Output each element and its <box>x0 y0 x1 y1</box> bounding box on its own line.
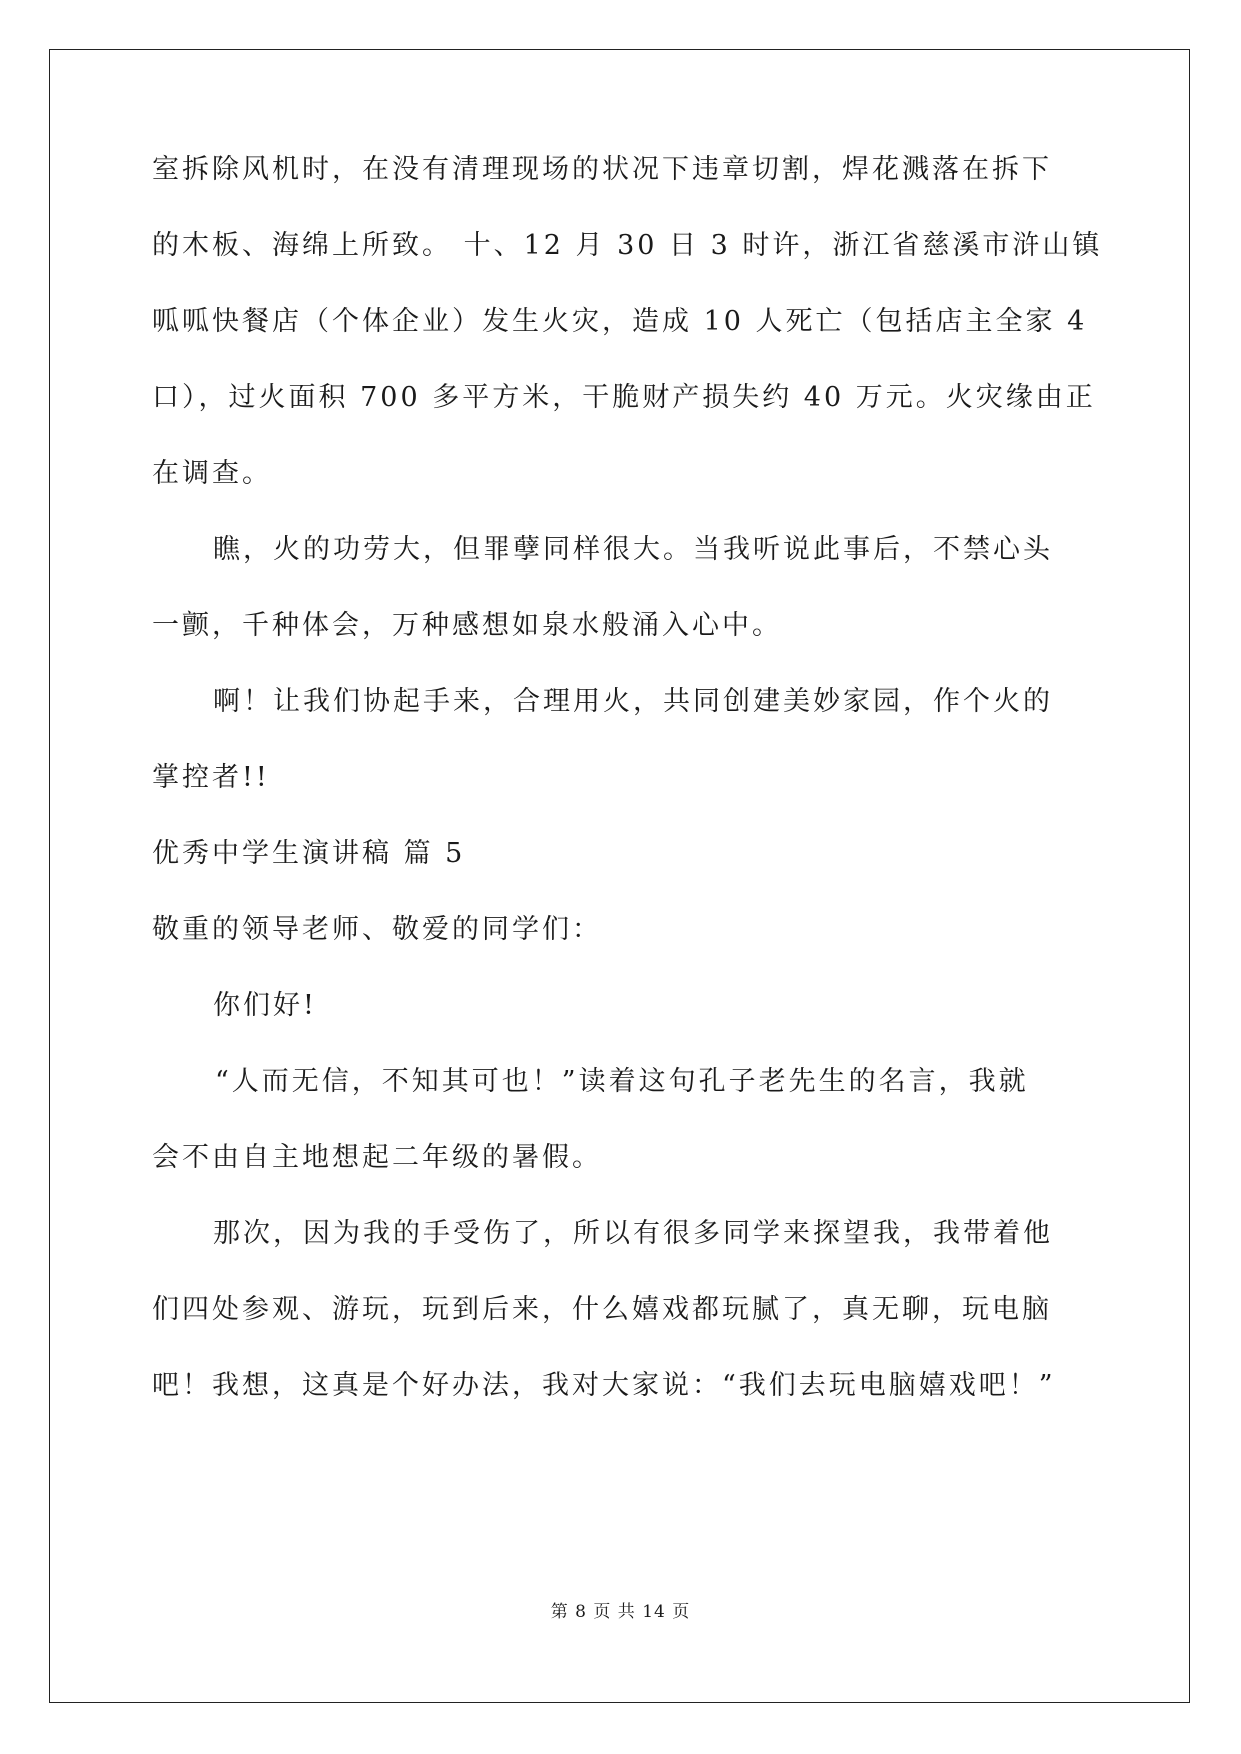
body-line-5: 在调查。 <box>152 458 272 489</box>
body-line-8: 啊！让我们协起手来，合理用火，共同创建美妙家园，作个火的 <box>213 686 1053 717</box>
body-line-6: 瞧，火的功劳大，但罪孽同样很大。当我听说此事后，不禁心头 <box>213 534 1053 565</box>
body-line-16: 们四处参观、游玩，玩到后来，什么嬉戏都玩腻了，真无聊，玩电脑 <box>152 1294 1052 1325</box>
body-line-1: 室拆除风机时，在没有清理现场的状况下违章切割，焊花溅落在拆下 <box>152 154 1052 185</box>
body-line-7: 一颤，千种体会，万种感想如泉水般涌入心中。 <box>152 610 782 641</box>
salutation: 敬重的领导老师、敬爱的同学们： <box>152 914 602 945</box>
page-number-footer: 第 8 页 共 14 页 <box>550 1602 691 1622</box>
body-line-2: 的木板、海绵上所致。 十、12 月 30 日 3 时许，浙江省慈溪市浒山镇 <box>152 230 1103 261</box>
page-border <box>49 49 1190 1703</box>
body-line-3: 呱呱快餐店（个体企业）发生火灾，造成 10 人死亡（包括店主全家 4 <box>152 306 1088 337</box>
body-line-13: “人而无信，不知其可也！”读着这句孔子老先生的名言，我就 <box>215 1066 1029 1097</box>
body-line-17: 吧！我想，这真是个好办法，我对大家说：“我们去玩电脑嬉戏吧！” <box>152 1370 1056 1401</box>
body-line-4: 口），过火面积 700 多平方米，干脆财产损失约 40 万元。火灾缘由正 <box>152 382 1096 413</box>
body-line-9: 掌控者!! <box>152 762 270 793</box>
section-heading: 优秀中学生演讲稿 篇 5 <box>152 838 466 869</box>
greeting: 你们好! <box>213 990 317 1021</box>
body-line-15: 那次，因为我的手受伤了，所以有很多同学来探望我，我带着他 <box>213 1218 1053 1249</box>
body-line-14: 会不由自主地想起二年级的暑假。 <box>152 1142 602 1173</box>
